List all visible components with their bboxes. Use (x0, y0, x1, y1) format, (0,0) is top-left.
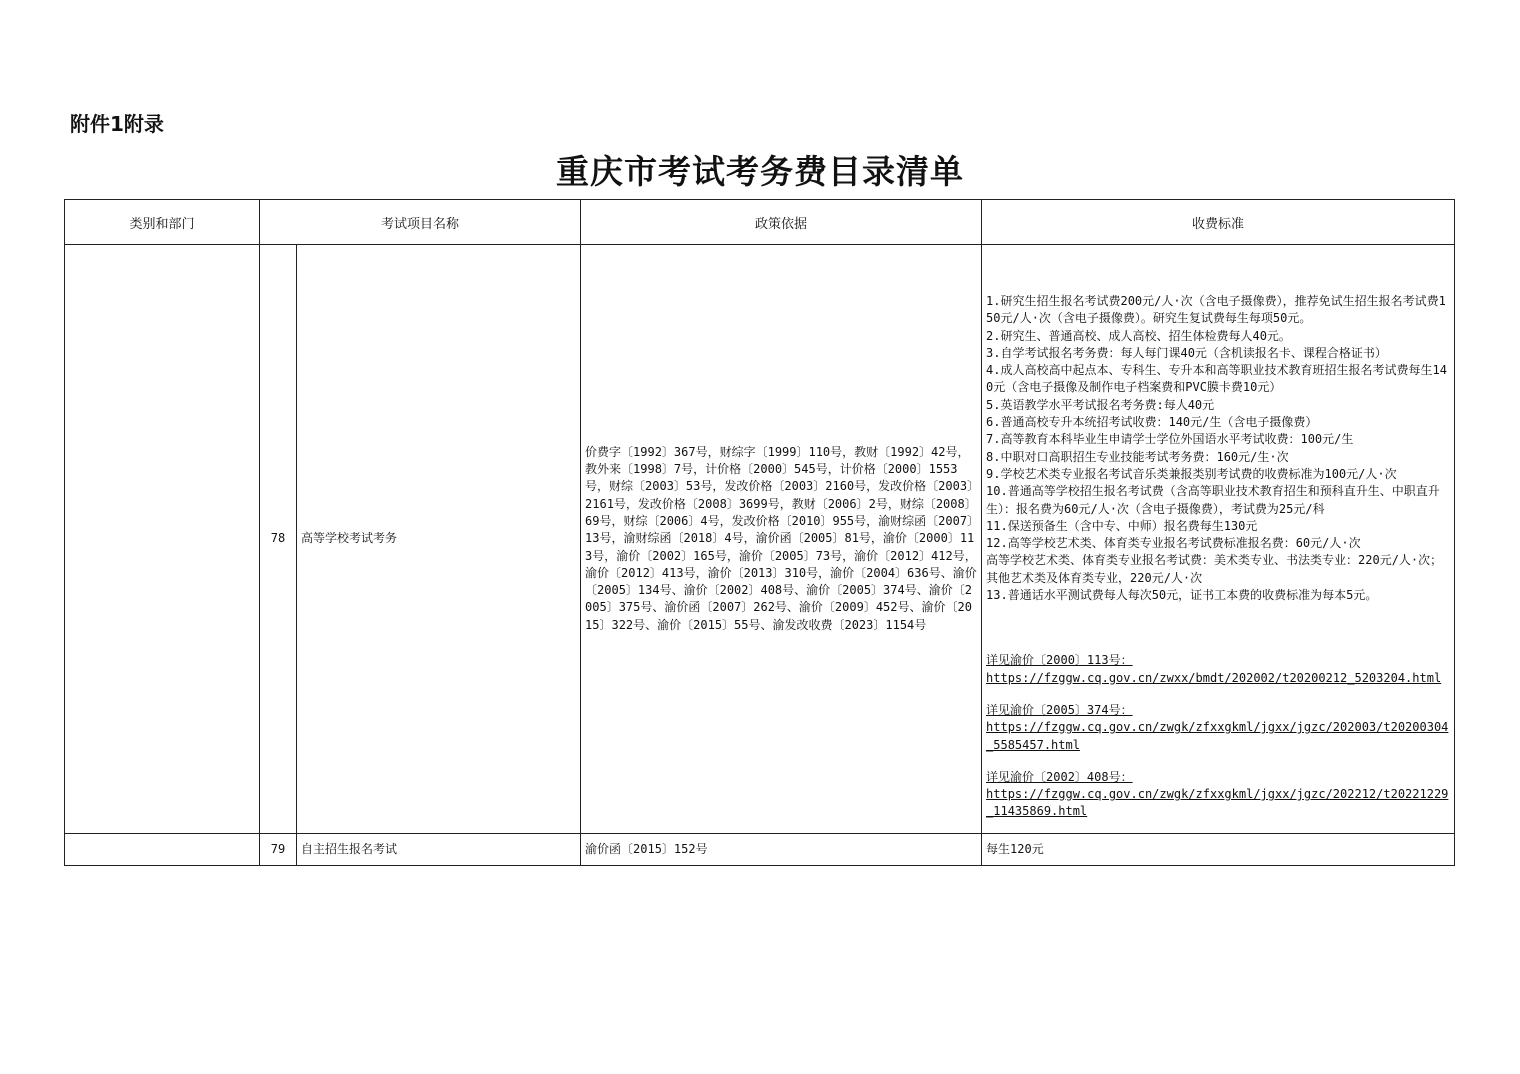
fee-item: 3.自学考试报名考务费：每人每门课40元（含机读报名卡、课程合格证书） (986, 345, 1387, 360)
category-cell (65, 833, 260, 865)
item-number: 78 (260, 245, 297, 834)
header-category: 类别和部门 (65, 200, 260, 245)
fee-item: 11.保送预备生（含中专、中师）报名费每生130元 (986, 518, 1258, 533)
fee-item: 12.高等学校艺术类、体育类专业报名考试费标准报名费：60元/人·次 (986, 536, 1361, 551)
fee-item: 4.成人高校高中起点本、专科生、专升本和高等职业技术教育班招生报名考试费每生140元（含电子摄像及制作电子档案费和PVC膜卡费10元） (986, 363, 1447, 395)
fee-item: 5.英语教学水平考试报名考务费:每人40元 (986, 397, 1215, 412)
fee-item: 6.普通高校专升本统招考试收费：140元/生（含电子摄像费） (986, 415, 1318, 430)
fee-item: 2.研究生、普通高校、成人高校、招生体检费每人40元。 (986, 328, 1291, 343)
reference-link[interactable]: https://fzggw.cq.gov.cn/zwgk/zfxxgkml/jgxx/jgzc/202003/t20200304_5585457.html (986, 720, 1449, 752)
reference-links (986, 652, 1451, 832)
reference-label: 详见渝价〔2005〕374号： (986, 702, 1133, 717)
policy-basis: 渝价函〔2015〕152号 (581, 833, 982, 865)
reference-label: 详见渝价〔2002〕408号： (986, 769, 1133, 784)
reference-block (986, 769, 1451, 821)
fee-item: 7.高等教育本科毕业生申请学士学位外国语水平考试收费：100元/生 (986, 432, 1354, 447)
fee-item: 高等学校艺术类、体育类专业报名考试费：美术类专业、书法类专业：220元/人·次；其他艺术类及体育类专业，220元/人·次 (986, 553, 1443, 585)
table-row (65, 245, 1455, 834)
header-policy: 政策依据 (581, 200, 982, 245)
policy-basis: 价费字〔1992〕367号，财综字〔1999〕110号，教财〔1992〕42号，教外来〔1998〕7号，计价格〔2000〕545号，计价格〔2000〕1553号，财综〔2003〕53号，发改价格〔2003〕2160号，发改价格〔2003〕2161号，发改价格〔2008〕3699号，教财〔2006〕2号，财综〔2008〕69号，财综〔2006〕4号，发改价格〔2010〕955号，渝财综函〔2007〕13号，渝财综函〔2018〕4号，渝价函〔2005〕81号，渝价〔2000〕113号，渝价〔2002〕165号，渝价〔2005〕73号，渝价〔2012〕412号，渝价〔2012〕413号，渝价〔2013〕310号，渝价〔2004〕636号、渝价〔2005〕134号、渝价〔2002〕408号、渝价〔2005〕374号、渝价〔2005〕375号、渝价函〔2007〕262号、渝价〔2009〕452号、渝价〔2015〕322号、渝价〔2015〕55号、渝发改收费〔2023〕1154号 (581, 245, 982, 834)
reference-block (986, 702, 1451, 754)
fee-list (986, 293, 1451, 604)
table-row (65, 833, 1455, 865)
table-header-row (65, 200, 1455, 245)
exam-name: 自主招生报名考试 (297, 833, 581, 865)
reference-link[interactable]: https://fzggw.cq.gov.cn/zwxx/bmdt/202002/t20200212_5203204.html (986, 670, 1442, 685)
fee-item: 8.中职对口高职招生专业技能考试考务费：160元/生·次 (986, 449, 1289, 464)
reference-block (986, 652, 1451, 687)
fee-catalog-table (64, 199, 1455, 866)
header-fee-standard: 收费标准 (982, 200, 1455, 245)
fee-item: 10.普通高等学校招生报名考试费（含高等职业技术教育招生和预科直升生、中职直升生）：报名费为60元/人·次（含电子摄像费），考试费为25元/科 (986, 484, 1440, 516)
fee-standard-cell: 每生120元 (982, 833, 1455, 865)
fee-standard-cell (982, 245, 1455, 834)
header-exam-name: 考试项目名称 (260, 200, 581, 245)
appendix-label: 附件1附录 (70, 112, 164, 136)
fee-item: 1.研究生招生报名考试费200元/人·次（含电子摄像费），推荐免试生招生报名考试费150元/人·次（含电子摄像费）。研究生复试费每生每项50元。 (986, 294, 1446, 326)
document-title: 重庆市考试考务费目录清单 (556, 152, 964, 191)
fee-item: 9.学校艺术类专业报名考试音乐类兼报类别考试费的收费标准为100元/人·次 (986, 466, 1397, 481)
reference-label: 详见渝价〔2000〕113号： (986, 653, 1133, 668)
reference-link[interactable]: https://fzggw.cq.gov.cn/zwgk/zfxxgkml/jgxx/jgzc/202212/t20221229_11435869.html (986, 787, 1449, 819)
category-cell (65, 245, 260, 834)
item-number: 79 (260, 833, 297, 865)
fee-item: 13.普通话水平测试费每人每次50元，证书工本费的收费标准为每本5元。 (986, 588, 1378, 603)
exam-name: 高等学校考试考务 (297, 245, 581, 834)
